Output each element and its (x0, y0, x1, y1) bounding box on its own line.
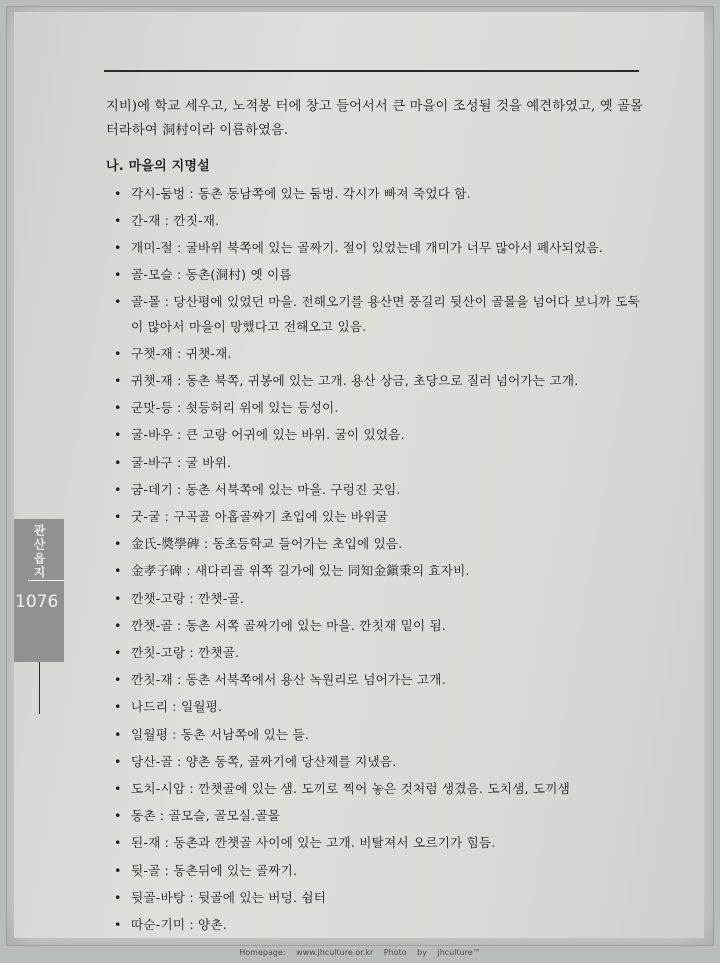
place-entry (106, 614, 646, 638)
entry-text: 간-재 : 깐짓-재. (131, 212, 220, 228)
place-entry (106, 641, 646, 665)
entry-text: 뒷골-바탕 : 뒷골에 있는 버덩. 쉼터 (131, 889, 327, 905)
entry-text: 골-몰 : 당산평에 있었던 마을. 전해오기를 용산면 풍길리 뒷산이 골몰을 넘어다 보니까 도둑이 많아서 마을이 망했다고 전해오고 있음. (131, 294, 640, 334)
bullet-icon: • (114, 454, 122, 470)
bullet-icon: • (114, 889, 122, 905)
entry-text: 金孝子碑 : 새다리골 위쪽 길가에 있는 同知金鎭秉의 효자비. (131, 563, 470, 579)
entry-text: 당산-골 : 양촌 동쪽, 골짜기에 당산제를 지냈음. (131, 753, 397, 769)
bullet-icon: • (114, 617, 122, 633)
entry-text: 나드리 : 일월평. (131, 699, 223, 715)
entry-text: 金氏-奬學碑 : 동초등학교 들어가는 초입에 있음. (131, 536, 403, 552)
footer-credit: Homepage: www.jhculture.or.kr Photo by jhculture™ (239, 948, 481, 957)
entry-text: 굼-데기 : 동촌 서북쪽에 있는 마을. 구렁진 곳임. (131, 481, 401, 497)
place-name-list (106, 182, 646, 938)
place-entry (106, 750, 646, 774)
place-entry (106, 532, 646, 556)
place-entry (106, 209, 646, 233)
bullet-icon: • (114, 267, 122, 283)
bullet-icon: • (114, 835, 122, 851)
place-entry (106, 451, 646, 475)
section-heading: 나. 마을의 지명설 (106, 159, 210, 175)
bullet-icon: • (114, 699, 122, 715)
side-stem-line (39, 662, 40, 714)
place-entry (106, 723, 646, 747)
entry-text: 굴-바우 : 큰 고랑 어귀에 있는 바위. 굴이 있었음. (131, 427, 405, 443)
place-entry (106, 668, 646, 692)
bullet-icon: • (114, 240, 122, 256)
entry-text: 따순-기미 : 양촌. (131, 917, 227, 933)
bullet-icon: • (114, 645, 122, 661)
entry-text: 깐챗-고랑 : 깐챗-골. (131, 590, 245, 606)
entry-text: 뒷-골 : 동촌뒤에 있는 골짜기. (131, 862, 298, 878)
side-divider (28, 580, 64, 581)
place-entry (106, 913, 646, 937)
entry-text: 굴-바구 : 굴 바위. (131, 454, 232, 470)
entry-text: 개미-절 : 굴바위 북쪽에 있는 골짜기. 절이 있었는데 개미가 너무 많아서 폐사되었음. (131, 240, 603, 256)
entry-text: 도치-시암 : 깐챗골에 있는 샘. 도끼로 찍어 놓은 것처럼 생겼음. 도치샘, 도끼샘 (131, 781, 570, 797)
bullet-icon: • (114, 509, 122, 525)
bullet-icon: • (114, 373, 122, 389)
place-entry (106, 859, 646, 883)
bullet-icon: • (114, 563, 122, 579)
bullet-icon: • (114, 185, 122, 201)
entry-text: 깐칫-재 : 동촌 서북쪽에서 용산 녹원리로 넘어가는 고개. (131, 672, 446, 688)
place-entry (106, 587, 646, 611)
bullet-icon: • (114, 427, 122, 443)
place-entry (106, 423, 646, 447)
entry-text: 동촌 : 골모슬, 골모실.골몰 (131, 808, 281, 824)
bullet-icon: • (114, 590, 122, 606)
bullet-icon: • (114, 345, 122, 361)
entry-text: 깐챗-골 : 동촌 서쪽 골짜기에 있는 마을. 깐칫재 밑이 됨. (131, 617, 447, 633)
side-book-title: 관산읍지 (32, 524, 46, 580)
bullet-icon: • (114, 726, 122, 742)
entry-text: 깐칫-고랑 : 깐챗골. (131, 645, 240, 661)
place-entry (106, 886, 646, 910)
place-entry (106, 236, 646, 260)
bullet-icon: • (114, 672, 122, 688)
place-entry (106, 777, 646, 801)
entry-text: 굿-굴 : 구곡골 아홉골짜기 초입에 있는 바위굴 (131, 509, 388, 525)
place-entry (106, 831, 646, 855)
entry-text: 된-재 : 동촌과 깐챗골 사이에 있는 고개. 비탈져서 오르기가 힘듬. (131, 835, 496, 851)
intro-paragraph: 지비)에 학교 세우고, 노적봉 터에 창고 들어서서 큰 마을이 조성될 것을 예견하였고, 옛 골몰터라하여 洞村이라 이름하였음. (106, 99, 644, 139)
bullet-icon: • (114, 212, 122, 228)
page-content (106, 95, 646, 940)
place-entry (106, 559, 646, 583)
entry-text: 골-모슬 : 동촌(洞村) 옛 이름 (131, 267, 292, 283)
bullet-icon: • (114, 753, 122, 769)
entry-text: 귀챗-재 : 동촌 북쪽, 귀봉에 있는 고개. 용산 상금, 초당으로 질러 넘어가는 고개. (131, 373, 579, 389)
entry-text: 구챗-재 : 귀챗-재. (131, 345, 232, 361)
place-entry (106, 182, 646, 206)
entry-text: 각시-둠벙 : 동촌 동남쪽에 있는 둠벙. 각시가 빠져 죽었다 함. (131, 185, 471, 201)
bullet-icon: • (114, 808, 122, 824)
place-entry (106, 342, 646, 366)
bullet-icon: • (114, 294, 122, 310)
place-entry (106, 804, 646, 828)
place-entry (106, 478, 646, 502)
bullet-icon: • (114, 781, 122, 797)
bullet-icon: • (114, 400, 122, 416)
entry-text: 군맛-등 : 쇳등허리 위에 있는 등성이. (131, 400, 339, 416)
place-entry (106, 263, 646, 287)
bullet-icon: • (114, 536, 122, 552)
bullet-icon: • (114, 862, 122, 878)
header-rule (104, 70, 639, 72)
bullet-icon: • (114, 917, 122, 933)
page-number: 1076 (15, 592, 59, 612)
place-entry (106, 505, 646, 529)
place-entry (106, 290, 646, 338)
place-entry (106, 369, 646, 393)
bullet-icon: • (114, 481, 122, 497)
entry-text: 일월평 : 동촌 서남쪽에 있는 들. (131, 726, 310, 742)
place-entry (106, 695, 646, 719)
place-entry (106, 396, 646, 420)
